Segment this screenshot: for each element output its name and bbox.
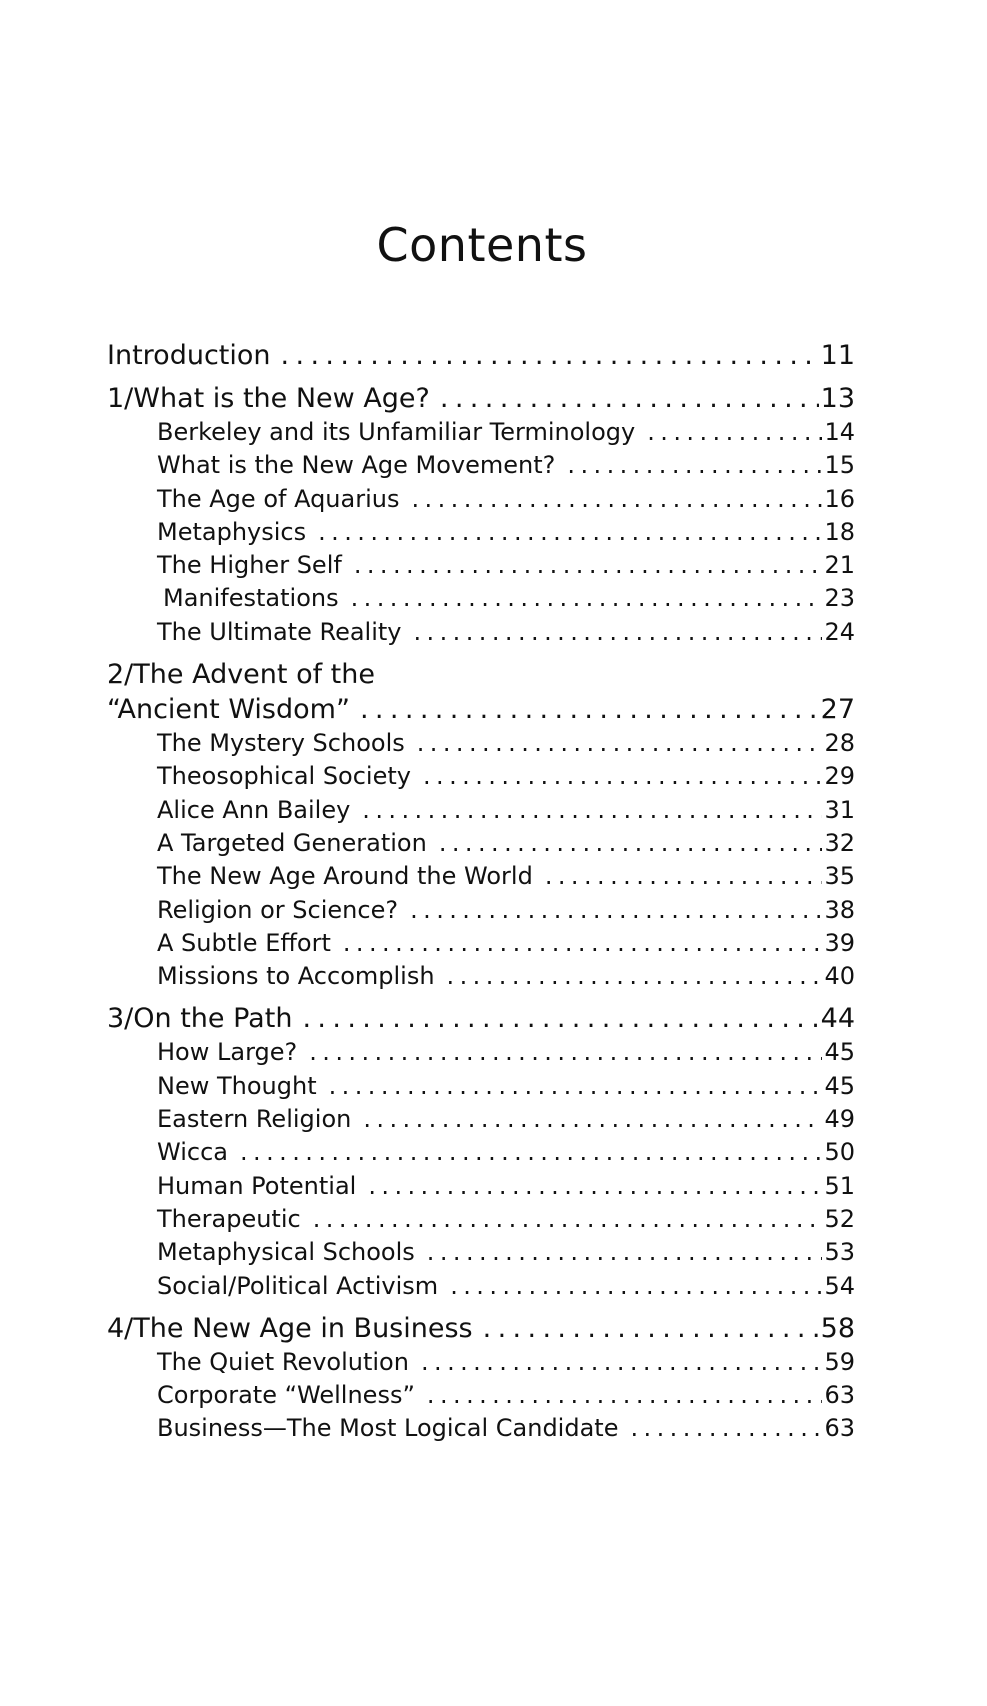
- toc-chapter-heading: [107, 1311, 855, 1346]
- toc-subentry: [107, 860, 855, 893]
- dot-leader: [440, 381, 819, 416]
- toc-subentry: [107, 616, 855, 649]
- page-number: 63: [824, 1381, 855, 1410]
- dot-leader: [318, 516, 822, 549]
- entry-label: Manifestations: [163, 584, 339, 613]
- page-number: 63: [824, 1414, 855, 1443]
- dot-leader: [647, 416, 822, 449]
- toc-subentry: [107, 760, 855, 793]
- toc-chapter-heading: [107, 381, 855, 416]
- entry-label: A Subtle Effort: [157, 928, 331, 957]
- dot-leader: [450, 1270, 822, 1303]
- page-number: 59: [824, 1347, 855, 1376]
- dot-leader: [483, 1311, 819, 1346]
- page-number: 51: [824, 1171, 855, 1200]
- toc-subentry: [107, 1136, 855, 1169]
- page-number: 15: [824, 451, 855, 480]
- page-number: 40: [824, 962, 855, 991]
- dot-leader: [343, 927, 823, 960]
- dot-leader: [309, 1036, 822, 1069]
- chapter-title: “Ancient Wisdom”: [107, 694, 350, 726]
- page-number: 31: [824, 795, 855, 824]
- toc-subentry: [107, 1270, 855, 1303]
- toc-section-chapter-2: [107, 657, 855, 993]
- page-number: 29: [824, 762, 855, 791]
- dot-leader: [362, 794, 822, 827]
- page-number: 50: [824, 1138, 855, 1167]
- dot-leader: [423, 760, 822, 793]
- dot-leader: [281, 338, 819, 373]
- page-number: 11: [820, 340, 855, 371]
- chapter-title: 4/The New Age in Business: [107, 1312, 473, 1344]
- chapter-title-line: 2/The Advent of the: [107, 659, 375, 691]
- chapter-title: 1/What is the New Age?: [107, 383, 430, 414]
- entry-label: Business—The Most Logical Candidate: [157, 1414, 619, 1443]
- entry-label: Eastern Religion: [157, 1105, 352, 1134]
- toc-subentry: [107, 483, 855, 516]
- page-number: 35: [824, 862, 855, 891]
- page-number: 54: [824, 1271, 855, 1300]
- toc-subentry: [107, 894, 855, 927]
- page-number: 13: [820, 383, 855, 414]
- page-number: 38: [824, 895, 855, 924]
- toc-subentry: [107, 727, 855, 760]
- dot-leader: [410, 894, 822, 927]
- page-number: 21: [824, 551, 855, 580]
- entry-label: The Age of Aquarius: [157, 484, 400, 513]
- page-number: 45: [824, 1038, 855, 1067]
- entry-label: New Thought: [157, 1071, 317, 1100]
- entry-label: A Targeted Generation: [157, 828, 427, 857]
- dot-leader: [421, 1346, 823, 1379]
- page-number: 14: [824, 418, 855, 446]
- page-title: Contents: [376, 218, 588, 272]
- toc-subentry: [107, 549, 855, 582]
- entry-label: The Higher Self: [157, 551, 342, 580]
- entry-label: Metaphysical Schools: [157, 1238, 415, 1267]
- toc-subentry: [107, 960, 855, 993]
- entry-label: Introduction: [107, 340, 271, 371]
- page-number: 39: [824, 928, 855, 957]
- page-number: 23: [824, 584, 855, 613]
- dot-leader: [313, 1203, 823, 1236]
- entry-label: Corporate “Wellness”: [157, 1381, 415, 1410]
- entry-label: Berkeley and its Unfamiliar Terminology: [157, 418, 636, 446]
- dot-leader: [360, 692, 819, 727]
- toc-subentry: [107, 416, 855, 449]
- dot-leader: [447, 960, 823, 993]
- entry-label: Religion or Science?: [157, 895, 399, 924]
- dot-leader: [368, 1170, 822, 1203]
- dot-leader: [567, 449, 822, 482]
- toc-subentry: [107, 449, 855, 482]
- toc-section-chapter-4: [107, 1311, 855, 1446]
- entry-label: The New Age Around the World: [157, 862, 533, 891]
- toc-subentry: [107, 1346, 855, 1379]
- toc-section-chapter-3: [107, 1001, 855, 1302]
- entry-label: Social/Political Activism: [157, 1271, 439, 1300]
- entry-label: Metaphysics: [157, 517, 307, 546]
- toc-chapter-heading: [107, 1001, 855, 1036]
- entry-label: What is the New Age Movement?: [157, 451, 556, 480]
- toc-subentry: [107, 1170, 855, 1203]
- dot-leader: [240, 1136, 822, 1169]
- toc-section-chapter-1: [107, 381, 855, 649]
- page-number: 24: [824, 617, 855, 646]
- entry-label: Human Potential: [157, 1171, 357, 1200]
- toc-subentry: [107, 1379, 855, 1412]
- page-number: 49: [824, 1105, 855, 1134]
- dot-leader: [439, 827, 823, 860]
- chapter-title: 3/On the Path: [107, 1003, 293, 1035]
- dot-leader: [414, 616, 823, 649]
- toc-section-introduction: [107, 338, 855, 373]
- page-number: 52: [824, 1204, 855, 1233]
- entry-label: Therapeutic: [157, 1204, 301, 1233]
- dot-leader: [411, 483, 822, 516]
- page-number: 45: [824, 1071, 855, 1100]
- toc-subentry: [107, 1236, 855, 1269]
- dot-leader: [329, 1070, 823, 1103]
- page-number: 27: [820, 694, 855, 726]
- entry-label: How Large?: [157, 1038, 298, 1067]
- toc-entry-introduction: [107, 338, 855, 373]
- entry-label: Alice Ann Bailey: [157, 795, 351, 824]
- page-number: 44: [820, 1003, 855, 1035]
- toc-subentry: [107, 1412, 855, 1445]
- page-number: 16: [824, 484, 855, 513]
- entry-label: The Quiet Revolution: [157, 1347, 409, 1376]
- page-number: 32: [824, 828, 855, 857]
- toc-subentry: [107, 827, 855, 860]
- page-number: 28: [824, 729, 855, 758]
- page-number: 18: [824, 517, 855, 546]
- dot-leader: [417, 727, 823, 760]
- toc-subentry: [107, 516, 855, 549]
- dot-leader: [545, 860, 823, 893]
- page-number: 58: [820, 1312, 855, 1344]
- page-number: 53: [824, 1238, 855, 1267]
- entry-label: The Mystery Schools: [157, 729, 405, 758]
- toc-subentry: [107, 1103, 855, 1136]
- dot-leader: [630, 1412, 822, 1445]
- toc-subentry: [107, 582, 855, 615]
- dot-leader: [427, 1379, 823, 1412]
- entry-label: Missions to Accomplish: [157, 962, 435, 991]
- toc-subentry: [107, 1036, 855, 1069]
- toc-subentry: [107, 794, 855, 827]
- toc-subentry: [107, 927, 855, 960]
- table-of-contents: [107, 338, 855, 1454]
- toc-subentry: [107, 1203, 855, 1236]
- toc-chapter-heading: [107, 692, 855, 727]
- dot-leader: [363, 1103, 822, 1136]
- dot-leader: [427, 1236, 823, 1269]
- toc-subentry: [107, 1070, 855, 1103]
- dot-leader: [351, 582, 823, 615]
- entry-label: Wicca: [157, 1138, 228, 1167]
- dot-leader: [354, 549, 823, 582]
- dot-leader: [302, 1001, 818, 1036]
- entry-label: Theosophical Society: [157, 762, 411, 791]
- entry-label: The Ultimate Reality: [157, 617, 402, 646]
